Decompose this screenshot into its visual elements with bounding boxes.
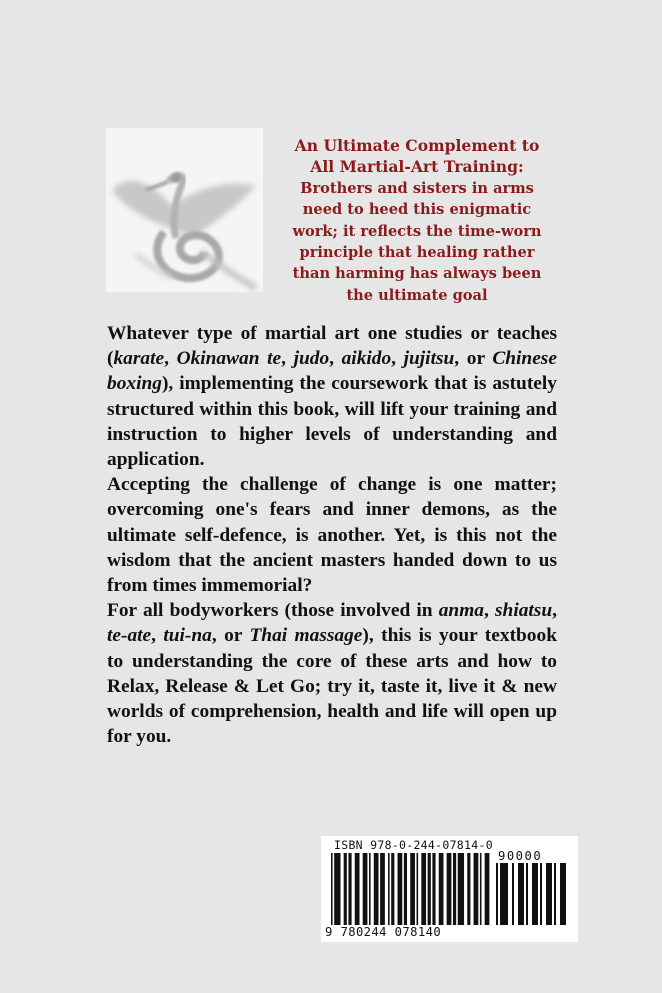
barcode-bar [474, 853, 479, 925]
barcode-bar [500, 863, 508, 925]
barcode-bar [417, 853, 419, 925]
p3-text-2: , [484, 600, 495, 622]
p1-text-4: , [329, 348, 342, 370]
p3-text-6: ), this is your textbook to understanding the core of these arts and how to Relax, Release & Let Go; try it, taste it, live it & new worlds of comprehension, health and life will open up for you. [107, 625, 557, 748]
barcode-bar [532, 863, 538, 925]
p1-art-chinese-boxing: Chinese boxing [107, 348, 557, 395]
barcode-bar [480, 853, 482, 925]
p3-text-4: , [151, 625, 164, 647]
crane-emblem-image [106, 128, 263, 292]
barcode-bar [554, 863, 556, 925]
tagline-title-line-2: All Martial-Art Training: [310, 157, 524, 177]
barcode-bar [458, 853, 464, 925]
barcode-bar [560, 863, 566, 925]
p1-text-1: Whatever type of martial art one studies or teaches ( [107, 323, 557, 370]
barcode-bar [432, 853, 435, 925]
barcode-bar [398, 853, 403, 925]
ean-digits: 9 780244 078140 [325, 925, 442, 939]
barcode-bar [428, 853, 431, 925]
p1-text-5: , [391, 348, 404, 370]
p1-art-okinawan-te: Okinawan te [176, 348, 282, 370]
crane-emblem-graphic [106, 128, 263, 292]
p3-art-shiatsu: shiatsu [495, 600, 553, 622]
barcode-bar [344, 853, 347, 925]
isbn-label: ISBN 978-0-244-07814-0 [334, 838, 493, 852]
tagline-block [282, 135, 552, 306]
p1-art-aikido: aikido [341, 348, 392, 370]
barcode-bar [410, 853, 415, 925]
barcode-bar [453, 853, 456, 925]
barcode-bar [447, 853, 452, 925]
barcode-bar [540, 863, 542, 925]
barcode-bar [512, 863, 514, 925]
p1-text-3: , [281, 348, 294, 370]
barcode-bar [374, 853, 379, 925]
isbn-barcode [321, 836, 578, 942]
p1-text-2: , [164, 348, 177, 370]
barcode-bar [355, 853, 360, 925]
p3-text-5: , or [211, 625, 250, 647]
tagline-title-line-1: An Ultimate Complement to [294, 136, 540, 155]
barcode-bar [485, 853, 490, 925]
barcode-bar [526, 863, 528, 925]
barcode-bar [380, 853, 385, 925]
p1-art-judo: judo [293, 348, 330, 370]
barcode-bar [363, 853, 368, 925]
tagline-body: Brothers and sisters in arms need to heed this enigmatic work; it reflects the time-worn principle that healing rather than harming has always been the ultimate goal [292, 179, 542, 304]
barcode-bar [391, 853, 394, 925]
p1-art-jujitsu: jujitsu [403, 348, 455, 370]
blurb-paragraph-1 [107, 321, 557, 472]
barcode-bar [518, 863, 524, 925]
blurb-paragraph-3 [107, 598, 557, 749]
barcode-bar [404, 853, 407, 925]
barcode-bar [348, 853, 351, 925]
barcode-bar [546, 863, 552, 925]
addon-digits: 90000 [498, 849, 543, 863]
barcode-bar [331, 853, 333, 925]
barcode-bar [439, 853, 444, 925]
p1-text-7: ), implementing the coursework that is astutely structured within this book, will lift your training and instruction to higher levels of understanding and application. [107, 373, 557, 471]
p3-art-te-ate: te-ate [107, 625, 152, 647]
barcode-bar [334, 853, 340, 925]
blurb-text [107, 321, 557, 749]
p3-art-thai-massage: Thai massage [249, 625, 363, 647]
barcode-bar [421, 853, 426, 925]
barcode-bar [388, 853, 390, 925]
p3-text-1: For all bodyworkers (those involved in [107, 600, 439, 622]
barcode-bar [369, 853, 371, 925]
addon-bars [496, 863, 568, 925]
blurb-paragraph-2: Accepting the challenge of change is one matter; overcoming one's fears and inner demons, as the ultimate self-defence, is another. Yet, is this not the wisdom that the ancient masters handed down to us from times immemorial? [107, 474, 557, 597]
p3-art-tui-na: tui-na [163, 625, 212, 647]
barcode-bar [496, 863, 498, 925]
p3-text-3: , [552, 600, 557, 622]
barcode-bar [467, 853, 470, 925]
p3-art-anma: anma [438, 600, 484, 622]
p1-art-karate: karate [113, 348, 165, 370]
p1-text-6: , or [454, 348, 493, 370]
ean13-bars [331, 853, 491, 925]
